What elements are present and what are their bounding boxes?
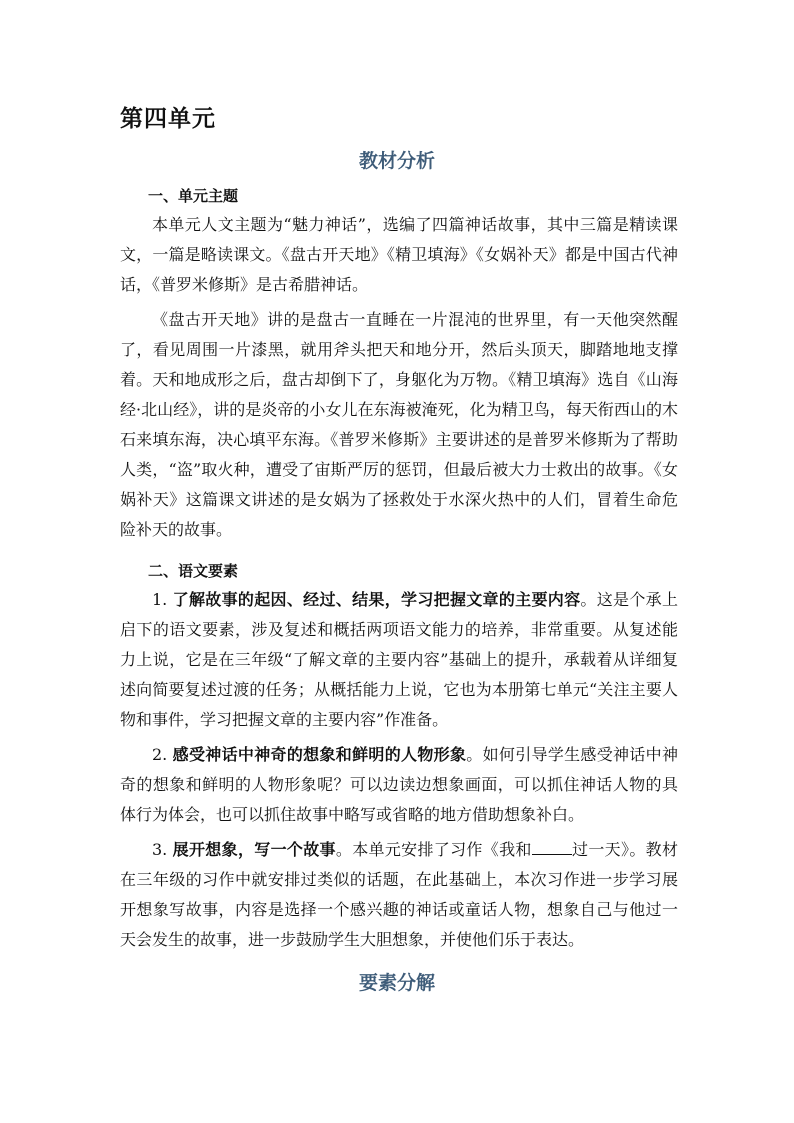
item-number: 2. bbox=[152, 745, 173, 764]
item-key-point: 了解故事的起因、经过、结果，学习把握文章的主要内容 bbox=[172, 590, 581, 609]
subheading-unit-theme: 一、单元主题 bbox=[148, 187, 239, 205]
item-text: 。这是个承上启下的语文要素，涉及复述和概括两项语文能力的培养，非常重要。从复述能力上说，它是在三年级“了解文章的主要内容”基础上的提升，承载着从详细复述向简要复述过渡的任务；从概括能力上说，它也为本册第七单元“关注主要人物和事件，学习把握文章的主要内容”作准备。 bbox=[120, 590, 678, 729]
item-number: 1. bbox=[152, 590, 173, 609]
unit-title: 第四单元 bbox=[120, 105, 216, 132]
fill-in-blank bbox=[532, 838, 572, 855]
element-item-3 bbox=[120, 835, 678, 955]
section-heading-decompose: 要素分解 bbox=[358, 972, 435, 994]
subheading-language-elements: 二、语文要素 bbox=[148, 562, 239, 580]
item-key-point: 展开想象，写一个故事 bbox=[172, 840, 336, 859]
element-item-1 bbox=[120, 585, 678, 735]
item-key-point: 感受神话中神奇的想象和鲜明的人物形象 bbox=[172, 745, 467, 764]
item-text-continued: 过一天》。教材在三年级的习作中就安排过类似的话题，在此基础上，本次习作进一步学习展开想象写故事，内容是选择一个感兴趣的神话或童话人物，想象自己与他过一天会发生的故事，进一步鼓励学生大胆想象，并使他们乐于表达。 bbox=[120, 840, 678, 949]
element-item-2 bbox=[120, 740, 678, 830]
item-number: 3. bbox=[152, 840, 173, 859]
item-text: 。如何引导学生感受神话中神奇的想象和鲜明的人物形象呢？可以边读边想象画面，可以抓住神话人物的具体行为体会，也可以抓住故事中略写或省略的地方借助想象补白。 bbox=[120, 745, 678, 824]
theme-paragraph-2: 《盘古开天地》讲的是盘古一直睡在一片混沌的世界里，有一天他突然醒了，看见周围一片漆黑，就用斧头把天和地分开，然后头顶天，脚踏地地支撑着。天和地成形之后，盘古却倒下了，身躯化为万物。《精卫填海》选自《山海经·北山经》，讲的是炎帝的小女儿在东海被淹死，化为精卫鸟，每天衔西山的木石来填东海，决心填平东海。《普罗米修斯》主要讲述的是普罗米修斯为了帮助人类，“盗”取火种，遭受了宙斯严厉的惩罚，但最后被大力士救出的故事。《女娲补天》这篇课文讲述的是女娲为了拯救处于水深火热中的人们，冒着生命危险补天的故事。 bbox=[120, 310, 678, 539]
item-text: 。本单元安排了习作《我和 bbox=[335, 840, 532, 859]
theme-paragraph-1: 本单元人文主题为“魅力神话”，选编了四篇神话故事，其中三篇是精读课文，一篇是略读课文。《盘古开天地》《精卫填海》《女娲补天》都是中国古代神话，《普罗米修斯》是古希腊神话。 bbox=[120, 215, 678, 294]
section-heading-analysis: 教材分析 bbox=[358, 150, 435, 172]
